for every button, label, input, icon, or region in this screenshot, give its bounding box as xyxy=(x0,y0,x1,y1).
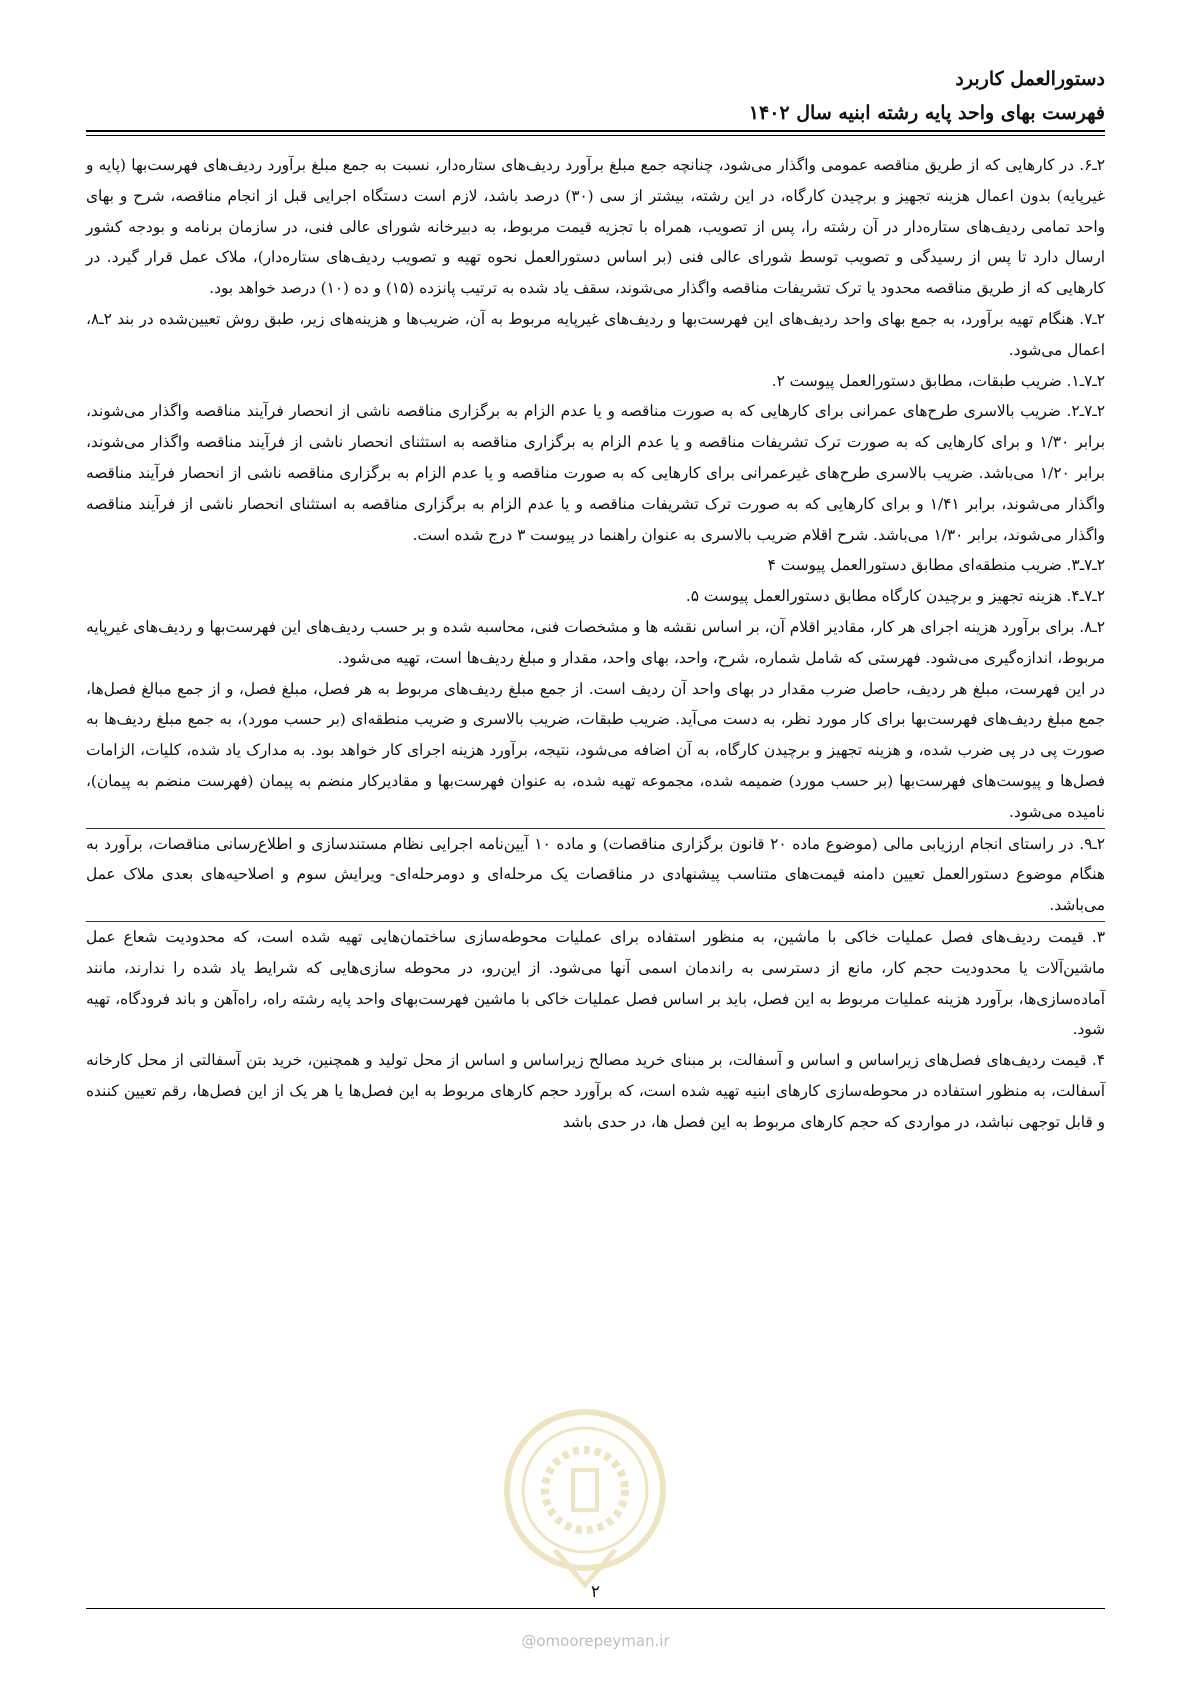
paragraph-2-7-3: ۲ـ۷ـ۳. ضریب منطقه‌ای مطابق دستورالعمل پیوست ۴ xyxy=(767,556,1105,575)
header-subtitle: فهرست بهای واحد پایه رشته ابنیه سال ۱۴۰۲ xyxy=(748,102,1105,124)
seal-watermark-icon xyxy=(495,1400,675,1600)
paragraph-2-7-4: ۲ـ۷ـ۴. هزینه تجهیز و برچیدن کارگاه مطابق دستورالعمل پیوست ۵. xyxy=(685,587,1105,606)
paragraph-2-7-1: ۲ـ۷ـ۱. ضریب طبقات، مطابق دستورالعمل پیوست ۲. xyxy=(771,371,1105,390)
document-header xyxy=(86,62,1105,130)
paragraph-2-7: ۲ـ۷. هنگام تهیه برآورد، به جمع بهای واحد ردیف‌های این فهرست‌بها و ردیف‌های غیرپایه مربوط به آن، ضریب‌ها و هزینه‌های زیر، طبق روش تعیین‌شده در بند ۲ـ۸، اعمال می‌شود. xyxy=(86,309,1105,359)
paragraph-2-8-continued: در این فهرست، مبلغ هر ردیف، حاصل ضرب مقدار در بهای واحد آن ردیف است. از جمع مبلغ ردیف‌های مربوط به هر فصل، مبلغ فصل، و از جمع مبالغ فصل‌ها، جمع مبلغ ردیف‌های فهرست‌بها برای کار مورد نظر، به دست می‌آید. ضریب طبقات، ضریب بالاسری و ضریب منطقه‌ای (بر حسب مورد)، به جمع مبلغ ردیف‌ها به صورت پی در پی ضرب شده، و هزینه تجهیز و برچیدن کارگاه، به آن اضافه می‌شود، نتیجه، برآورد هزینه اجرای کار خواهد بود. به مدارک یاد شده، کلیات، الزامات فصل‌ها و پیوست‌های فهرست‌بها (بر حسب مورد) ضمیمه شده، مجموعه تهیه شده، به عنوان فهرست‌بها و مقادیرکار منضم به پیمان (فهرست منضم به پیمان)، نامیده می‌شود. xyxy=(86,679,1105,821)
site-url-watermark: @omoorepeyman.ir xyxy=(521,1632,670,1650)
paragraph-4: ۴. قیمت ردیف‌های فصل‌های زیراساس و اساس و آسفالت، بر مبنای خرید مصالح زیراساس و اساس از محل تولید و همچنین، خرید بتن آسفالتی از محل کارخانه آسفالت، به منظور استفاده در محوطه‌سازی کارهای ابنیه تهیه شده است، که برآورد حجم کارهای مربوط به این فصل‌ها یا هر یک از این فصل‌ها، رقم تعیین کننده و قابل توجهی نباشد، در مواردی که حجم کارهای مربوط به این فصل ها، در حدی باشد xyxy=(86,1051,1105,1131)
document-body xyxy=(86,150,1105,1138)
paragraph-2-8: ۲ـ۸. برای برآورد هزینه اجرای هر کار، مقادیر اقلام آن، بر اساس نقشه ها و مشخصات فنی، محاسبه شده و بر حسب ردیف‌های این فهرست‌بها و ردیف‌های غیرپایه مربوط، اندازه‌گیری می‌شود. فهرستی که شامل شماره، شرح، واحد، بهای واحد، مقدار و مبلغ ردیف‌ها است، تهیه می‌شود. xyxy=(86,617,1105,667)
paragraph-2-9-underlined: ۲ـ۹. در راستای انجام ارزیابی مالی (موضوع ماده ۲۰ قانون برگزاری مناقصات) و ماده ۱۰ آیین‌نامه اجرایی نظام مستندسازی و اطلاع‌رسانی مناقصات، برآورد به هنگام موضوع دستورالعمل تعیین دامنه قیمت‌های متناسب پیشنهادی در مناقصات یک مرحله‌ای و دومرحله‌ای- ویرایش سوم و اصلاحیه‌های بعدی ملاک عمل می‌باشد. xyxy=(86,828,1105,922)
header-rule-thick xyxy=(86,130,1105,132)
paragraph-2-7-2: ۲ـ۷ـ۲. ضریب بالاسری طرح‌های عمرانی برای کارهایی که به صورت مناقصه و یا عدم الزام به برگزاری مناقصه ناشی از انحصار فرآیند مناقصه واگذار می‌شوند، برابر ۱/۳۰ و برای کارهایی که به صورت ترک تشریفات مناقصه و یا عدم الزام به برگزاری مناقصه به استثنای انحصار ناشی از فرآیند مناقصه واگذار می‌شوند، برابر ۱/۲۰ می‌باشد. ضریب بالاسری طرح‌های غیرعمرانی برای کارهایی که به صورت مناقصه و یا عدم الزام به برگزاری مناقصه ناشی از انحصار فرآیند مناقصه واگذار می‌شوند، برابر ۱/۴۱ و برای کارهایی که به صورت ترک تشریفات مناقصه و یا عدم الزام به برگزاری مناقصه به استثنای انحصار ناشی از فرآیند مناقصه واگذار می‌شوند، برابر ۱/۳۰ می‌باشد. شرح اقلام ضریب بالاسری به عنوان راهنما در پیوست ۳ درج شده است. xyxy=(86,402,1105,544)
paragraph-3: ۳. قیمت ردیف‌های فصل عملیات خاکی با ماشین، به منظور استفاده برای عملیات محوطه‌سازی ساختمان‌هایی تهیه شده است، که محدودیت شعاع عمل ماشین‌آلات یا محدودیت حجم کار، مانع از دسترسی به راندمان اسمی آنها می‌شود. از این‌رو، در محوطه سازی‌هایی که شرایط یاد شده را ندارند، مانند آماده‌سازی‌ها، برآورد هزینه عملیات مربوط به این فصل، باید بر اساس فصل عملیات خاکی با ماشین فهرست‌بهای واحد پایه رشته راه، راه‌آهن و باند فرودگاه، تهیه شود. xyxy=(86,927,1106,1039)
paragraph-2-6: ۲ـ۶. در کارهایی که از طریق مناقصه عمومی واگذار می‌شود، چنانچه جمع مبلغ برآورد ردیف‌های ستاره‌دار، نسبت به جمع مبلغ برآورد ردیف‌های فهرست‌بها (پایه و غیرپایه) بدون اعمال هزینه تجهیز و برچیدن کارگاه، در این رشته، بیشتر از سی (۳۰) درصد باشد، لازم است دستگاه اجرایی قبل از انجام مناقصه، شرح و بهای واحد تمامی ردیف‌های ستاره‌دار در آن رشته را، پس از تصویب، همراه با تجزیه قیمت مربوط، به دبیرخانه شورای عالی فنی، در سازمان برنامه و بودجه کشور ارسال دارد تا پس از رسیدگی و تصویب توسط شورای عالی فنی (بر اساس دستورالعمل نحوه تهیه و تصویب ردیف‌های ستاره‌دار)، ملاک عمل قرار گیرد. در کارهایی که از طریق مناقصه محدود یا ترک تشریفات مناقصه واگذار می‌شوند، سقف یاد شده به ترتیب پانزده (۱۵) و ده (۱۰) درصد خواهد بود. xyxy=(86,156,1105,298)
footer-rule xyxy=(86,1608,1105,1609)
header-rule-thin xyxy=(86,135,1105,136)
header-title: دستورالعمل کاربرد xyxy=(955,68,1105,90)
page-number: ۲ xyxy=(590,1582,601,1602)
